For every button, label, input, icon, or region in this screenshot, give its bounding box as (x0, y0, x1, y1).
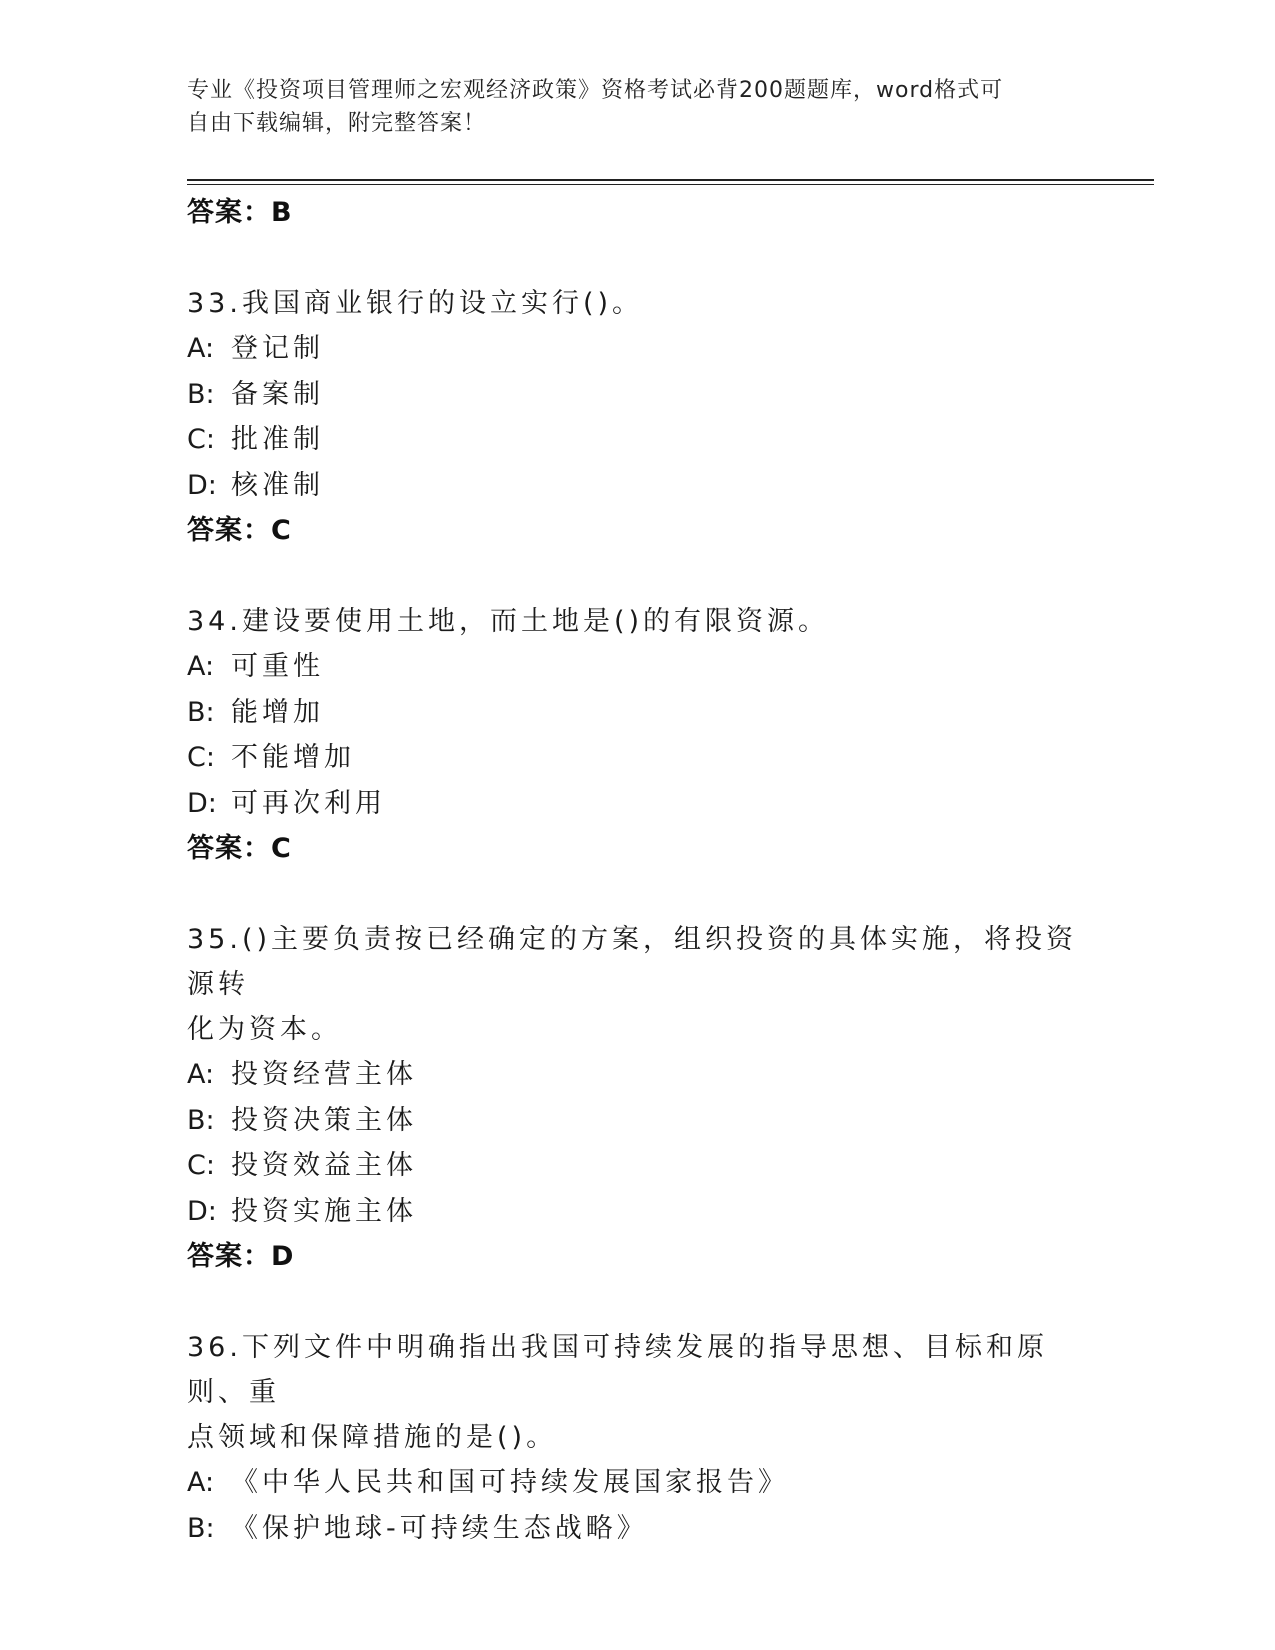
question-text: 33.我国商业银行的设立实行()。 (187, 288, 644, 319)
option-c (187, 735, 1087, 781)
option-text: 能增加 (231, 696, 324, 728)
question-36 (187, 1325, 1087, 1551)
header-line-2: 自由下载编辑，附完整答案！ (187, 111, 487, 136)
option-key: B: (187, 378, 215, 410)
previous-answer: 答案：B (187, 197, 293, 228)
spacer (187, 236, 1087, 281)
question-35 (187, 917, 1087, 1280)
question-text: 34.建设要使用土地，而土地是()的有限资源。 (187, 606, 830, 637)
question-text-line-2: 点领域和保障措施的是()。 (187, 1422, 558, 1453)
option-text: 《中华人民共和国可持续发展国家报告》 (231, 1467, 789, 1498)
option-a (187, 326, 1087, 372)
option-a (187, 1460, 1087, 1506)
option-key: C: (187, 424, 215, 455)
option-text: 可重性 (231, 651, 324, 682)
spacer (187, 1280, 1087, 1325)
option-key: B: (187, 1104, 215, 1136)
option-key: D: (187, 787, 217, 819)
option-text: 可再次利用 (231, 787, 386, 819)
option-a (187, 1052, 1087, 1098)
option-text: 投资效益主体 (231, 1150, 417, 1181)
question-list (187, 190, 1087, 1551)
option-key: C: (187, 742, 215, 773)
header-line-1: 专业《投资项目管理师之宏观经济政策》资格考试必背200题题库，word格式可 (187, 78, 1004, 103)
option-text: 投资实施主体 (231, 1195, 417, 1227)
question-text-line-1: 35.()主要负责按已经确定的方案，组织投资的具体实施，将投资源转 (187, 924, 1078, 1000)
option-b (187, 372, 1087, 418)
header-rule-thick (187, 179, 1154, 181)
option-key: C: (187, 1150, 215, 1181)
question-33 (187, 281, 1087, 554)
answer: 答案：D (187, 1241, 295, 1272)
option-a (187, 644, 1087, 690)
option-key: D: (187, 1195, 217, 1227)
option-key: D: (187, 469, 217, 501)
option-key: B: (187, 696, 215, 728)
option-key: A: (187, 1059, 215, 1090)
option-d (187, 1189, 1087, 1235)
option-text: 投资决策主体 (231, 1104, 417, 1136)
option-c (187, 417, 1087, 463)
option-key: A: (187, 333, 215, 364)
option-b (187, 1098, 1087, 1144)
document-header (187, 74, 1067, 140)
answer: 答案：C (187, 833, 292, 864)
header-rule-thin (187, 184, 1154, 185)
question-text-line-1: 36.下列文件中明确指出我国可持续发展的指导思想、目标和原则、重 (187, 1332, 1048, 1408)
option-text: 《保护地球-可持续生态战略》 (231, 1512, 648, 1544)
answer: 答案：C (187, 515, 292, 546)
option-text: 备案制 (231, 378, 324, 410)
option-key: B: (187, 1512, 215, 1544)
option-text: 投资经营主体 (231, 1059, 417, 1090)
spacer (187, 554, 1087, 599)
option-text: 不能增加 (231, 742, 355, 773)
option-c (187, 1143, 1087, 1189)
option-text: 核准制 (231, 469, 324, 501)
option-d (187, 463, 1087, 509)
option-b (187, 690, 1087, 736)
option-text: 登记制 (231, 333, 324, 364)
question-34 (187, 599, 1087, 872)
option-text: 批准制 (231, 424, 324, 455)
option-d (187, 781, 1087, 827)
spacer (187, 872, 1087, 917)
option-key: A: (187, 1467, 215, 1498)
option-key: A: (187, 651, 215, 682)
question-text-line-2: 化为资本。 (187, 1014, 342, 1045)
option-b (187, 1506, 1087, 1552)
